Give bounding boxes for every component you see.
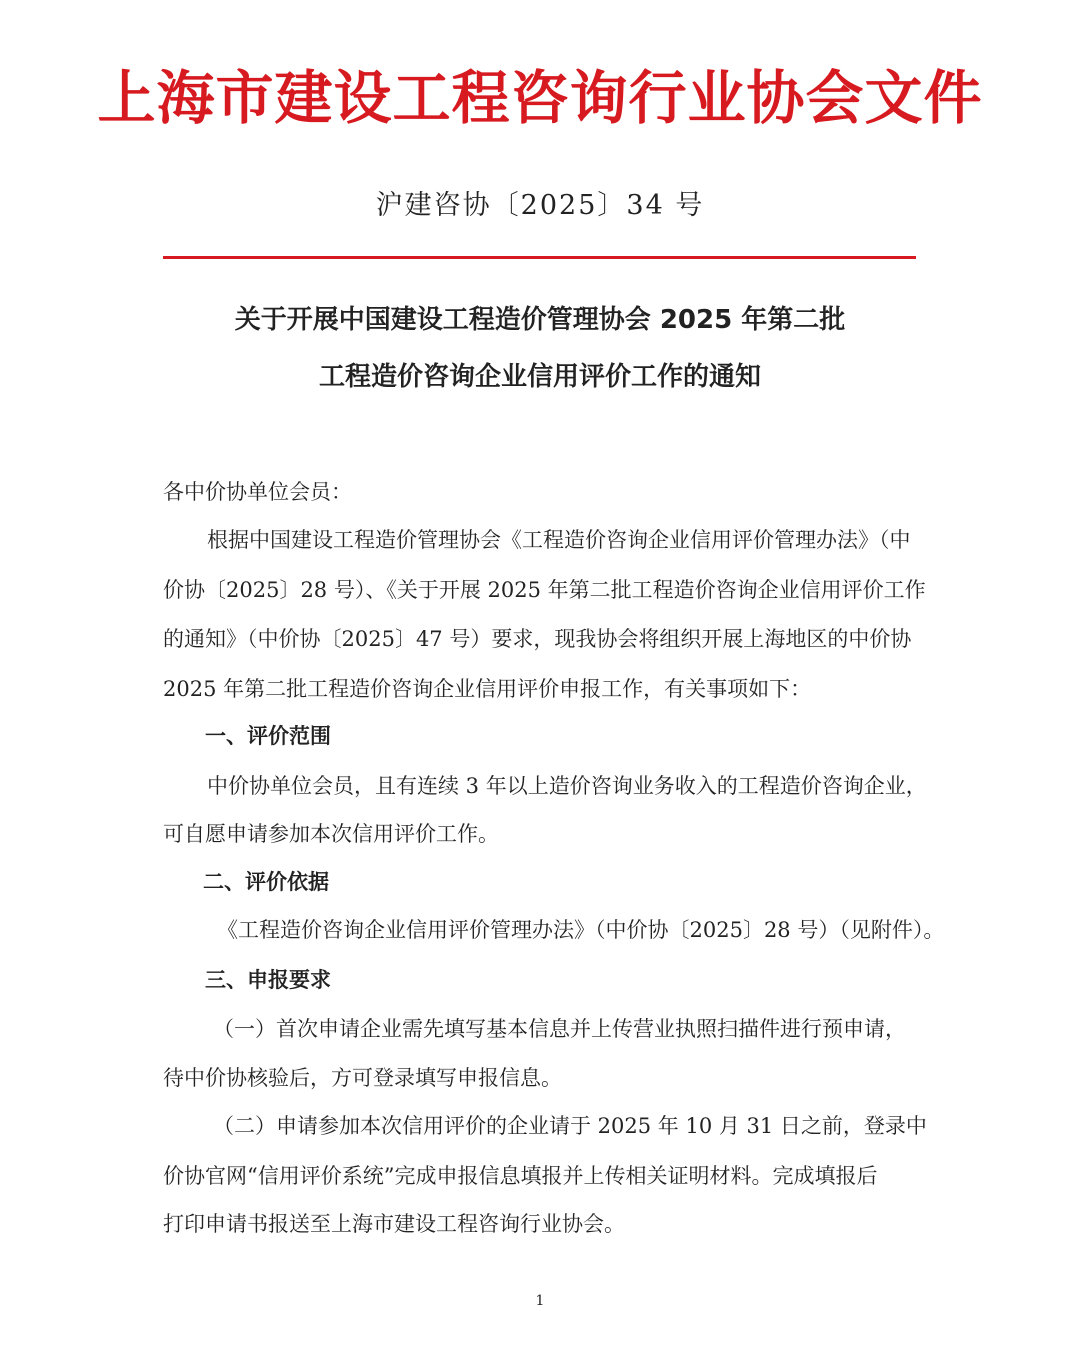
intro-line-2: 价协〔2025〕28 号）、《关于开展 2025 年第二批工程造价咨询企业信用评价工作 bbox=[163, 578, 926, 602]
section-2-heading: 二、评价依据 bbox=[203, 870, 329, 894]
section-3-item-1-line-1: （一）首次申请企业需先填写基本信息并上传营业执照扫描件进行预申请， bbox=[213, 1017, 906, 1041]
section-3-item-2-line-1: （二）申请参加本次信用评价的企业请于 2025 年 10 月 31 日之前，登录中 bbox=[213, 1114, 927, 1138]
section-1-heading: 一、评价范围 bbox=[205, 724, 331, 748]
page-number: 1 bbox=[535, 1293, 545, 1309]
section-3-item-2-line-3: 打印申请书报送至上海市建设工程咨询行业协会。 bbox=[163, 1212, 625, 1236]
intro-line-1: 根据中国建设工程造价管理协会《工程造价咨询企业信用评价管理办法》（中 bbox=[207, 528, 911, 552]
section-3-item-1-line-2: 待中价协核验后，方可登录填写申报信息。 bbox=[163, 1066, 562, 1090]
section-1-line-2: 可自愿申请参加本次信用评价工作。 bbox=[163, 822, 499, 846]
section-1-line-1: 中价协单位会员，且有连续 3 年以上造价咨询业务收入的工程造价咨询企业， bbox=[207, 774, 927, 798]
section-3-heading: 三、申报要求 bbox=[205, 968, 331, 992]
section-3-item-2-line-2: 价协官网“信用评价系统”完成申报信息填报并上传相关证明材料。完成填报后 bbox=[163, 1164, 878, 1188]
notice-title-line-1: 关于开展中国建设工程造价管理协会 2025 年第二批 bbox=[234, 305, 846, 335]
organization-title: 上海市建设工程咨询行业协会文件 bbox=[97, 64, 983, 132]
red-divider bbox=[163, 256, 916, 259]
section-2-text: 《工程造价咨询企业信用评价管理办法》（中价协〔2025〕28 号）（见附件）。 bbox=[217, 918, 945, 942]
document-number: 沪建咨协〔2025〕34 号 bbox=[375, 190, 705, 221]
intro-line-3: 的通知》（中价协〔2025〕47 号）要求，现我协会将组织开展上海地区的中价协 bbox=[163, 627, 912, 651]
salutation: 各中价协单位会员： bbox=[163, 480, 352, 504]
intro-line-4: 2025 年第二批工程造价咨询企业信用评价申报工作，有关事项如下： bbox=[163, 677, 812, 701]
notice-title-line-2: 工程造价咨询企业信用评价工作的通知 bbox=[318, 362, 761, 392]
